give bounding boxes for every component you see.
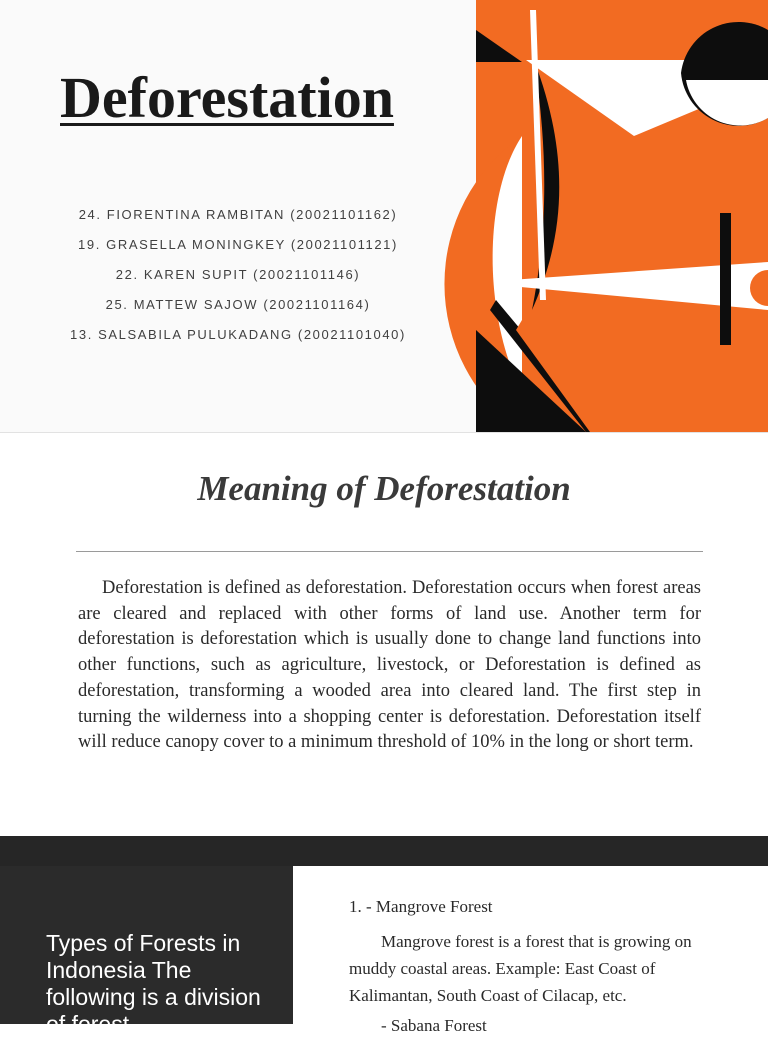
- author-line: 24. FIORENTINA RAMBITAN (20021101162): [78, 207, 398, 222]
- forest-types-heading: Types of Forests in Indonesia The following is a division of forest: [46, 930, 261, 1037]
- slide-gap-band: [0, 836, 768, 866]
- list-item-title: - Sabana Forest: [381, 1016, 487, 1035]
- forest-types-panel: [0, 866, 293, 1037]
- meaning-title: Meaning of Deforestation: [197, 469, 571, 508]
- meaning-paragraph: Deforestation is defined as deforestation. Deforestation occurs when forest areas are cleared and replaced with other forms of land use. Another term for deforestation is deforestation which is usually done to change land functions into other functions, such as agriculture, livestock, or Deforestation is defined as deforestation, transforming a wooded area into cleared land. The first step in turning the wilderness into a shopping center is deforestation. Deforestation itself will reduce canopy cover to a minimum threshold of 10% in the long or short term.: [78, 578, 701, 753]
- author-line: 22. KAREN SUPIT (20021101146): [115, 267, 361, 282]
- list-item-title: 1. - Mangrove Forest: [349, 897, 493, 916]
- abstract-art-image: [476, 0, 768, 432]
- presentation-title: Deforestation: [60, 65, 394, 130]
- author-line: 13. SALSABILA PULUKADANG (20021101040): [70, 327, 406, 342]
- author-line: 19. GRASELLA MONINGKEY (20021101121): [78, 237, 398, 252]
- forest-list-panel: [293, 866, 768, 1035]
- title-slide: [0, 0, 768, 432]
- meaning-slide: [0, 433, 768, 836]
- list-item-description: Mangrove forest is a forest that is growing on muddy coastal areas. Example: East Coast of Kalimantan, South Coast of Cilacap, etc.: [349, 932, 692, 1005]
- author-list: [0, 200, 476, 350]
- title-rule-divider: [76, 551, 703, 552]
- author-line: 25. MATTEW SAJOW (20021101164): [105, 297, 371, 312]
